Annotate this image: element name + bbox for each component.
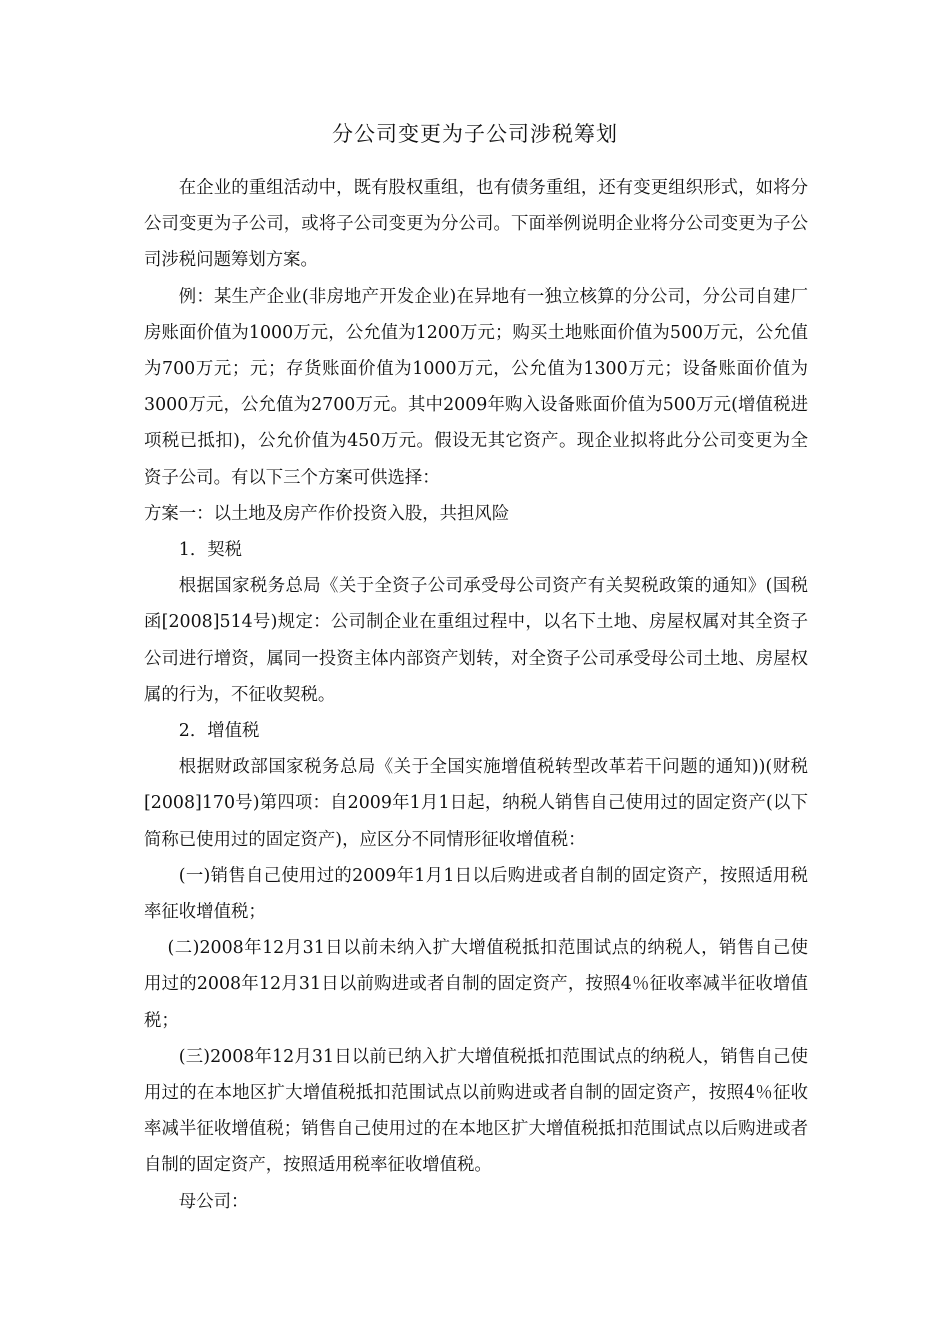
paragraph-intro: 在企业的重组活动中，既有股权重组，也有债务重组，还有变更组织形式，如将分公司变更为子公司，或将子公司变更为分公司。下面举例说明企业将分公司变更为子公司涉税问题筹划方案。	[144, 178, 808, 271]
document-body	[144, 170, 808, 1220]
paragraph-example: 例：某生产企业(非房地产开发企业)在异地有一独立核算的分公司，分公司自建厂房账面价值为1000万元，公允值为1200万元；购买土地账面价值为500万元，公允值为700万元；元；存货账面价值为1000万元，公允值为1300万元；设备账面价值为3000万元，公允值为2700万元。其中2009年购入设备账面价值为500万元(增值税进项税已抵扣)，公允价值为450万元。假设无其它资产。现企业拟将此分公司变更为全资子公司。有以下三个方案可供选择：	[144, 286, 808, 488]
heading-deed-tax: 1．契税	[178, 540, 243, 561]
paragraph-vat: 根据财政部国家税务总局《关于全国实施增值税转型改革若干问题的通知))(财税 [2008]170号)第四项：自2009年1月1日起，纳税人销售自己使用过的固定资产(以下简称已使用过的固定资产)，应区分不同情形征收增值税：	[144, 757, 808, 850]
heading-vat: 2．增值税	[178, 721, 260, 742]
paragraph-vat-item-1: (一)销售自己使用过的2009年1月1日以后购进或者自制的固定资产，按照适用税率征收增值税；	[144, 865, 808, 923]
paragraph-plan-one: 方案一：以土地及房产作价投资入股，共担风险	[144, 503, 510, 524]
paragraph-parent-company: 母公司：	[178, 1191, 249, 1212]
paragraph-vat-item-2: (二)2008年12月31日以前未纳入扩大增值税抵扣范围试点的纳税人，销售自己使用过的2008年12月31日以前购进或者自制的固定资产，按照4％征收率减半征收增值税；	[144, 938, 808, 1031]
paragraph-vat-item-3: (三)2008年12月31日以前已纳入扩大增值税抵扣范围试点的纳税人，销售自己使用过的在本地区扩大增值税抵扣范围试点以前购进或者自制的固定资产，按照4％征收率减半征收增值税；销售自己使用过的在本地区扩大增值税抵扣范围试点以后购进或者自制的固定资产，按照适用税率征收增值税。	[144, 1046, 808, 1176]
document-title: 分公司变更为子公司涉税筹划	[332, 122, 618, 146]
paragraph-deed-tax: 根据国家税务总局《关于全资子公司承受母公司资产有关契税政策的通知》(国税函[2008]514号)规定：公司制企业在重组过程中，以名下土地、房屋权属对其全资子公司进行增资，属同一投资主体内部资产划转，对全资子公司承受母公司土地、房屋权属的行为，不征收契税。	[144, 576, 808, 705]
